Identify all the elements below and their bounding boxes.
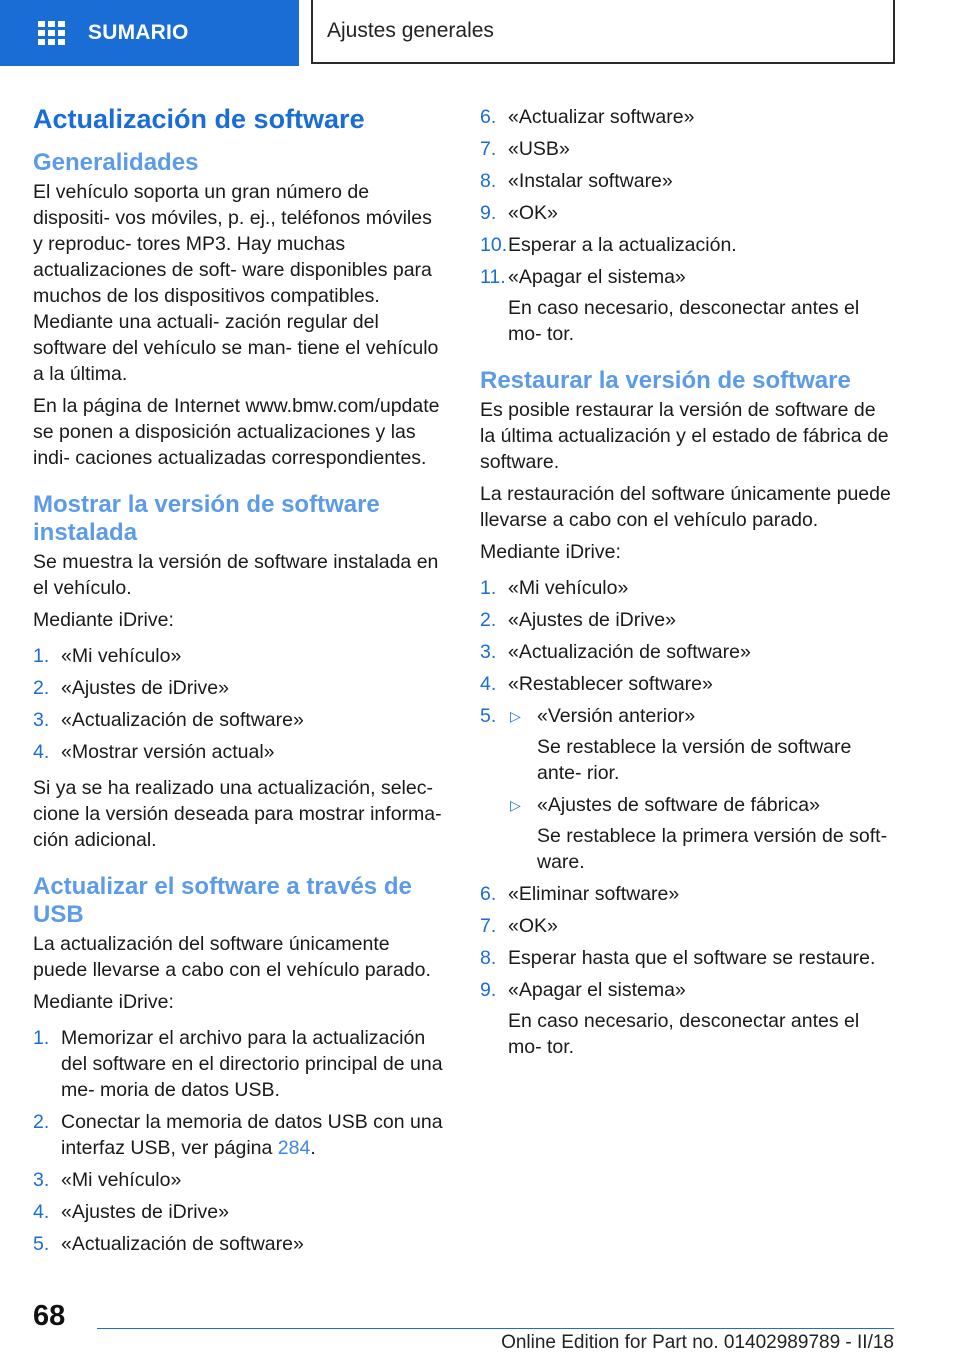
paragraph: En la página de Internet www.bmw.com/update se ponen a disposición actualizaciones y las indi‐ caciones actualizadas correspondientes.	[33, 395, 440, 469]
header	[0, 0, 960, 66]
paragraph: Se muestra la versión de software instalada en el vehículo.	[33, 551, 439, 599]
list-item: 6. «Actualizar software»	[480, 106, 695, 128]
paragraph: Si ya se ha realizado una actualización, selec‐ cione la versión deseada para mostrar informa‐ ción adicional.	[33, 777, 442, 851]
heading-generalidades: Generalidades	[33, 149, 199, 176]
list-item: 6. «Eliminar software»	[480, 883, 680, 905]
list-item: 10. Esperar a la actualización.	[480, 234, 737, 256]
steps-list	[480, 575, 892, 1060]
option-item: ▷ «Versión anterior» Se restablece la versión de software ante‐ rior.	[508, 703, 892, 786]
option-note: Se restablece la versión de software ante‐ rior.	[537, 736, 852, 784]
footer-divider	[97, 1328, 894, 1329]
list-item: 2. «Ajustes de iDrive»	[33, 677, 229, 699]
grid-icon	[38, 21, 66, 45]
list-item: 1. «Mi vehículo»	[480, 577, 629, 599]
right-column	[480, 100, 892, 1070]
step-note: En caso necesario, desconectar antes el mo‐ tor.	[508, 297, 860, 345]
page-number: 68	[33, 1300, 66, 1332]
list-item: 5. ▷ «Versión anterior» Se restablece la versión de software ante‐ rior. ▷ «Ajustes de software de fábrica» Se restablece la primera versión de soft‐ ware.	[480, 703, 892, 875]
heading-mostrar-version: Mostrar la versión de software instalada	[33, 491, 380, 546]
left-column	[33, 100, 445, 1267]
heading-actualizar-usb: Actualizar el software a través de USB	[33, 873, 412, 928]
paragraph: Mediante iDrive:	[33, 609, 174, 631]
list-item: 9. «Apagar el sistema» En caso necesario, desconectar antes el mo‐ tor.	[480, 977, 892, 1060]
list-item: 2. Conectar la memoria de datos USB con una interfaz USB, ver página 284.	[33, 1111, 443, 1159]
step-note: En caso necesario, desconectar antes el mo‐ tor.	[508, 1010, 860, 1058]
page-title: Actualización de software	[33, 104, 365, 134]
steps-list	[33, 643, 445, 765]
option-note: Se restablece la primera versión de soft‐ ware.	[537, 825, 888, 873]
list-item: 3. «Actualización de software»	[480, 641, 751, 663]
paragraph: Mediante iDrive:	[33, 991, 174, 1013]
sumario-button[interactable]	[0, 0, 299, 66]
list-item: 8. Esperar hasta que el software se restaure.	[480, 947, 876, 969]
option-item: ▷ «Ajustes de software de fábrica» Se restablece la primera versión de soft‐ ware.	[508, 792, 892, 875]
steps-list	[480, 104, 892, 347]
list-item: 1. «Mi vehículo»	[33, 645, 182, 667]
heading-restaurar: Restaurar la versión de software	[480, 367, 851, 394]
list-item: 7. «USB»	[480, 138, 570, 160]
footer-edition: Online Edition for Part no. 01402989789 - II/18	[501, 1332, 894, 1353]
list-item: 8. «Instalar software»	[480, 170, 673, 192]
paragraph: La actualización del software únicamente puede llevarse a cabo con el vehículo parado.	[33, 933, 431, 981]
list-item: 9. «OK»	[480, 202, 558, 224]
paragraph: La restauración del software únicamente puede llevarse a cabo con el vehículo parado.	[480, 483, 891, 531]
list-item: 5. «Actualización de software»	[33, 1233, 304, 1255]
triangle-right-icon: ▷	[510, 708, 521, 724]
paragraph: Mediante iDrive:	[480, 541, 621, 563]
paragraph: El vehículo soporta un gran número de dispositi‐ vos móviles, p. ej., teléfonos móviles y reproduc‐ tores MP3. Hay muchas actualizaciones de soft‐ ware disponibles para muchos de los dispositivos compatibles. Mediante una actuali‐ zación regular del software del vehículo se man‐ tiene el vehículo a la última.	[33, 181, 439, 385]
steps-list	[33, 1025, 445, 1257]
list-item: 3. «Mi vehículo»	[33, 1169, 182, 1191]
list-item: 3. «Actualización de software»	[33, 709, 304, 731]
list-item: 4. «Restablecer software»	[480, 673, 713, 695]
section-title: Ajustes generales	[311, 0, 895, 64]
paragraph: Es posible restaurar la versión de software de la última actualización y el estado de fábrica de software.	[480, 399, 889, 473]
list-item: 2. «Ajustes de iDrive»	[480, 609, 676, 631]
list-item: 4. «Mostrar versión actual»	[33, 741, 275, 763]
list-item: 4. «Ajustes de iDrive»	[33, 1201, 229, 1223]
page-link[interactable]: 284	[277, 1137, 311, 1159]
list-item: 1. Memorizar el archivo para la actualización del software en el directorio principal de una me‐ moria de datos USB.	[33, 1027, 443, 1101]
list-item: 7. «OK»	[480, 915, 558, 937]
list-item: 11. «Apagar el sistema» En caso necesario, desconectar antes el mo‐ tor.	[480, 264, 892, 347]
triangle-right-icon: ▷	[510, 797, 521, 813]
sumario-label: SUMARIO	[88, 21, 189, 44]
